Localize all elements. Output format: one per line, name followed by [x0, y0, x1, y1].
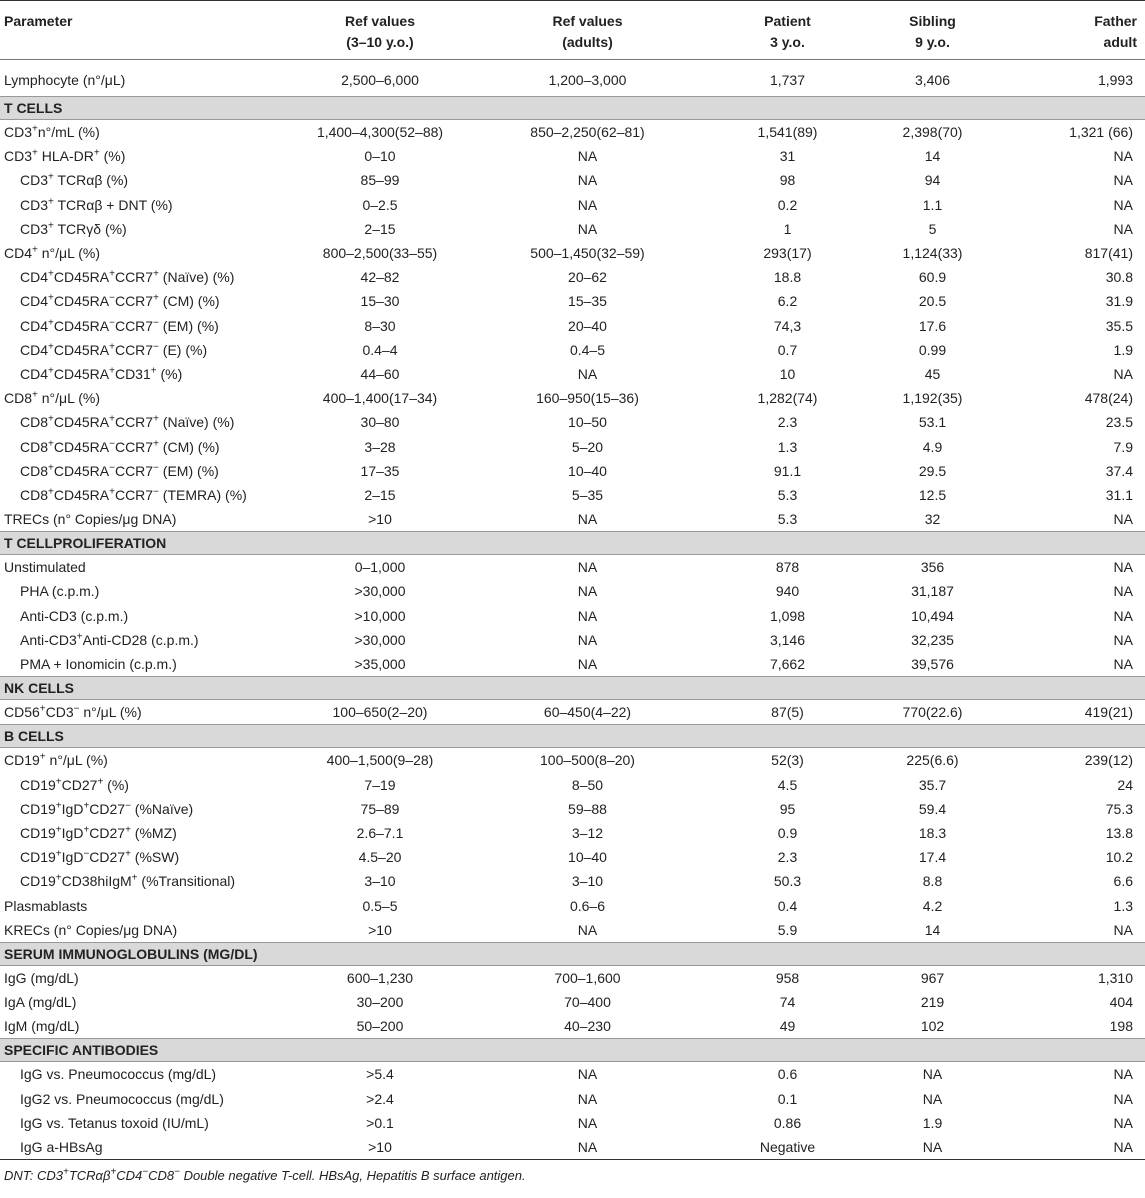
value-cell: 400–1,400(17–34)	[322, 390, 438, 407]
table-row	[0, 1014, 1145, 1039]
value-cell: NA	[577, 559, 598, 576]
value-cell: 31.1	[1105, 486, 1133, 503]
section-title: B CELLS	[0, 725, 1145, 748]
value-cell: 419(21)	[1084, 704, 1133, 721]
value-cell: 18.3	[918, 824, 947, 841]
value-cell: NA	[577, 1114, 598, 1131]
value-cell: 102	[920, 1018, 945, 1035]
value-cell: 32	[924, 511, 941, 528]
parameter-cell: Unstimulated	[4, 559, 86, 576]
parameter-cell: CD3+ TCRαβ (%)	[20, 171, 129, 189]
value-cell: NA	[577, 921, 598, 938]
value-cell: 70–400	[564, 994, 611, 1011]
parameter-cell: CD3+ TCRαβ + DNT (%)	[20, 196, 173, 213]
parameter-cell: CD19+IgD−CD27+ (%SW)	[20, 848, 180, 866]
table-row	[0, 1062, 1145, 1087]
value-cell: 1,541(89)	[757, 124, 818, 141]
value-cell: NA	[577, 1066, 598, 1083]
table-row	[0, 797, 1145, 821]
value-cell: 850–2,250(62–81)	[530, 124, 645, 141]
value-cell: 700–1,600	[554, 969, 621, 986]
value-cell: 5.3	[777, 511, 798, 528]
value-cell: 31	[779, 148, 796, 165]
value-cell: 94	[924, 172, 941, 189]
value-cell: 2,500–6,000	[341, 72, 419, 88]
value-cell: NA	[1113, 1090, 1133, 1107]
table-row	[0, 773, 1145, 797]
parameter-cell: TRECs (n° Copies/μg DNA)	[4, 511, 177, 528]
value-cell: NA	[1113, 607, 1133, 624]
value-cell: 2.3	[777, 849, 798, 866]
value-cell: 0–10	[364, 148, 396, 165]
value-cell: 98	[779, 172, 796, 189]
value-cell: 0.86	[773, 1114, 802, 1131]
value-cell: 0–2.5	[362, 196, 398, 213]
value-cell: >30,000	[354, 583, 406, 600]
value-cell: 12.5	[918, 486, 947, 503]
value-cell: 1,993	[1097, 72, 1133, 88]
table-row	[0, 700, 1145, 725]
value-cell: >10,000	[354, 607, 406, 624]
value-cell: 1,737	[769, 72, 806, 88]
table-row	[0, 893, 1145, 917]
parameter-cell: Plasmablasts	[4, 897, 88, 914]
value-cell: 18.8	[773, 269, 802, 286]
value-cell: 10–40	[568, 849, 607, 866]
value-cell: 60.9	[918, 269, 947, 286]
table-row	[0, 241, 1145, 265]
parameter-cell: IgM (mg/dL)	[4, 1018, 80, 1035]
value-cell: 1.9	[922, 1114, 943, 1131]
table-row	[0, 507, 1145, 532]
value-cell: NA	[577, 1090, 598, 1107]
value-cell: 14	[924, 921, 941, 938]
parameter-cell: Anti-CD3 (c.p.m.)	[20, 607, 129, 624]
value-cell: 95	[779, 800, 796, 817]
value-cell: NA	[577, 148, 598, 165]
value-cell: 17.6	[918, 317, 947, 334]
table-row	[0, 60, 1145, 97]
value-cell: NA	[577, 656, 598, 673]
value-cell: NA	[1113, 511, 1133, 528]
value-cell: 160–950(15–36)	[536, 390, 639, 407]
table-row	[0, 434, 1145, 458]
value-cell: 75.3	[1105, 800, 1133, 817]
parameter-cell: CD4+ n°/μL (%)	[4, 244, 101, 262]
value-cell: 7,662	[769, 656, 806, 673]
value-cell: NA	[922, 1066, 943, 1083]
section-title: T CELLPROLIFERATION	[0, 532, 1145, 555]
header-row	[0, 1, 1145, 60]
value-cell: 87(5)	[771, 704, 804, 721]
parameter-cell: CD3+ TCRγδ (%)	[20, 220, 127, 237]
value-cell: >35,000	[354, 656, 406, 673]
value-cell: 8–30	[364, 317, 396, 334]
value-cell: 7–19	[364, 776, 396, 793]
value-cell: 0.4	[777, 897, 798, 914]
value-cell: 75–89	[360, 800, 400, 817]
value-cell: Negative	[705, 1135, 870, 1160]
value-cell: 1,192(35)	[902, 390, 963, 407]
section-title: SERUM IMMUNOGLOBULINS (MG/DL)	[0, 942, 1145, 965]
table-row	[0, 918, 1145, 943]
parameter-cell: CD8+CD45RA−CCR7+ (CM) (%)	[20, 437, 220, 455]
table-row	[0, 579, 1145, 603]
value-cell: 478(24)	[1084, 390, 1133, 407]
value-cell: 7.9	[1113, 438, 1133, 455]
value-cell: >10	[368, 511, 392, 528]
value-cell: NA	[577, 607, 598, 624]
table-row	[0, 990, 1145, 1014]
section-row	[0, 725, 1145, 748]
parameter-cell: CD8+CD45RA−CCR7− (EM) (%)	[20, 462, 219, 479]
value-cell: NA	[577, 172, 598, 189]
value-cell: 39,576	[911, 656, 954, 673]
value-cell: 15–35	[568, 293, 607, 310]
value-cell: NA	[577, 196, 598, 213]
parameter-cell: IgA (mg/dL)	[4, 994, 77, 1011]
parameter-cell: CD19+IgD+CD27− (%Naïve)	[20, 800, 194, 817]
value-cell: NA	[1113, 559, 1133, 576]
table-row	[0, 410, 1145, 434]
value-cell: 5–35	[571, 486, 604, 503]
value-cell: 50.3	[773, 873, 802, 890]
table-row	[0, 362, 1145, 386]
value-cell: 1.3	[777, 438, 798, 455]
parameter-cell: CD19+CD27+ (%)	[20, 775, 129, 793]
value-cell: 878	[775, 559, 800, 576]
section-title: NK CELLS	[0, 677, 1145, 700]
value-cell: 3,406	[914, 72, 951, 88]
value-cell: 17.4	[918, 849, 947, 866]
value-cell: 35.7	[918, 776, 947, 793]
value-cell: 20–62	[568, 269, 607, 286]
value-cell: NA	[1113, 148, 1133, 165]
value-cell: 31,187	[911, 583, 954, 600]
section-title: SPECIFIC ANTIBODIES	[0, 1039, 1145, 1062]
value-cell: 1.3	[1113, 897, 1133, 914]
value-cell: 8–50	[571, 776, 604, 793]
value-cell: 30–80	[360, 414, 400, 431]
value-cell: 404	[1109, 994, 1133, 1011]
value-cell: 1,400–4,300(52–88)	[316, 124, 444, 141]
value-cell: NA	[1113, 583, 1133, 600]
value-cell: NA	[470, 1135, 705, 1160]
value-cell: 23.5	[1105, 414, 1133, 431]
value-cell: 0.6–6	[569, 897, 606, 914]
value-cell: 20–40	[568, 317, 607, 334]
value-cell: 6.2	[777, 293, 798, 310]
value-cell: 24	[1117, 776, 1133, 793]
table-row	[0, 193, 1145, 217]
column-header-0: Parameter	[0, 1, 290, 60]
value-cell: 8.8	[922, 873, 943, 890]
parameter-cell: CD3+n°/mL (%)	[4, 123, 100, 141]
value-cell: 0–1,000	[354, 559, 406, 576]
value-cell: NA	[1113, 1066, 1133, 1083]
value-cell: 940	[775, 583, 800, 600]
value-cell: 15–30	[360, 293, 400, 310]
value-cell: 60–450(4–22)	[543, 704, 632, 721]
footnote: DNT: CD3+TCRαβ+CD4−CD8− Double negative T-cell. HBsAg, Hepatitis B surface antigen.	[4, 1166, 526, 1184]
value-cell: 100–650(2–20)	[332, 704, 428, 721]
section-row	[0, 97, 1145, 120]
value-cell: 10–50	[568, 414, 607, 431]
value-cell: 1,310	[1097, 969, 1133, 986]
value-cell: 239(12)	[1084, 752, 1133, 769]
value-cell: 219	[920, 994, 945, 1011]
value-cell: NA	[1113, 656, 1133, 673]
value-cell: 3–28	[364, 438, 396, 455]
value-cell: 40–230	[564, 1018, 611, 1035]
value-cell: 0.4–4	[362, 341, 398, 358]
value-cell: 4.5–20	[358, 849, 402, 866]
parameter-cell: CD4+CD45RA+CCR7− (E) (%)	[20, 341, 208, 358]
value-cell: >10	[290, 1135, 470, 1160]
value-cell: 50–200	[356, 1018, 404, 1035]
table-row	[0, 628, 1145, 652]
value-cell: 800–2,500(33–55)	[322, 245, 438, 262]
parameter-cell: CD56+CD3− n°/μL (%)	[4, 703, 142, 721]
parameter-cell: CD8+CD45RA+CCR7+ (Naïve) (%)	[20, 413, 235, 431]
value-cell: 32,235	[911, 631, 954, 648]
value-cell: 0.99	[918, 341, 947, 358]
value-cell: 17–35	[360, 462, 400, 479]
value-cell: 31.9	[1105, 293, 1133, 310]
value-cell: 2–15	[364, 486, 396, 503]
value-cell: 29.5	[918, 462, 947, 479]
table-row	[0, 869, 1145, 893]
table-row	[0, 1135, 1145, 1160]
table-row	[0, 168, 1145, 192]
value-cell: NA	[577, 583, 598, 600]
value-cell: 20.5	[918, 293, 947, 310]
value-cell: 600–1,230	[346, 969, 414, 986]
value-cell: NA	[1113, 921, 1133, 938]
parameter-cell: CD4+CD45RA+CD31+ (%)	[20, 365, 183, 382]
value-cell: 59.4	[918, 800, 947, 817]
value-cell: 100–500(8–20)	[540, 752, 635, 769]
value-cell: >2.4	[366, 1090, 394, 1107]
table-row	[0, 845, 1145, 869]
value-cell: 4.5	[777, 776, 798, 793]
value-cell: 500–1,450(32–59)	[530, 245, 645, 262]
value-cell: 5.9	[777, 921, 798, 938]
value-cell: 1,321 (66)	[1069, 124, 1133, 141]
table-row	[0, 555, 1145, 580]
value-cell: 5–20	[571, 438, 604, 455]
value-cell: 53.1	[918, 414, 947, 431]
value-cell: 3–10	[364, 873, 396, 890]
parameter-cell: CD3+ HLA-DR+ (%)	[4, 147, 126, 165]
value-cell: NA	[577, 631, 598, 648]
value-cell: 85–99	[360, 172, 400, 189]
value-cell: >10	[368, 921, 392, 938]
value-cell: 3–12	[571, 824, 604, 841]
value-cell: 225(6.6)	[906, 752, 959, 769]
value-cell: 1,200–3,000	[548, 72, 627, 88]
value-cell: 0.2	[777, 196, 798, 213]
value-cell: 37.4	[1105, 462, 1133, 479]
value-cell: 2–15	[364, 220, 396, 237]
value-cell: >0.1	[366, 1114, 394, 1131]
value-cell: 1,098	[769, 607, 806, 624]
value-cell: 0.5–5	[362, 897, 398, 914]
value-cell: 0.1	[777, 1090, 798, 1107]
value-cell: 30.8	[1105, 269, 1133, 286]
table-row	[0, 604, 1145, 628]
table-row	[0, 120, 1145, 145]
parameter-cell: Lymphocyte (n°/μL)	[4, 72, 126, 88]
value-cell: NA	[870, 1135, 995, 1160]
section-row	[0, 1039, 1145, 1062]
parameter-cell: CD19+ n°/μL (%)	[4, 751, 108, 769]
value-cell: 10–40	[568, 462, 607, 479]
column-header-4: Sibling 9 y.o.	[870, 1, 995, 60]
parameter-cell: CD4+CD45RA+CCR7+ (Naïve) (%)	[20, 268, 235, 286]
value-cell: 0.4–5	[569, 341, 606, 358]
table-row	[0, 265, 1145, 289]
table-row	[0, 314, 1145, 338]
value-cell: 14	[924, 148, 941, 165]
value-cell: NA	[1113, 631, 1133, 648]
parameter-cell: IgG2 vs. Pneumococcus (mg/dL)	[20, 1090, 224, 1107]
value-cell: 817(41)	[1084, 245, 1133, 262]
value-cell: 0.9	[777, 824, 798, 841]
table-row	[0, 338, 1145, 362]
parameter-cell: PHA (c.p.m.)	[20, 583, 100, 600]
table-row	[0, 483, 1145, 507]
table-header	[0, 1, 1145, 60]
value-cell: 1,124(33)	[902, 245, 963, 262]
column-header-3: Patient 3 y.o.	[705, 1, 870, 60]
value-cell: 2.3	[777, 414, 798, 431]
table-row	[0, 748, 1145, 773]
value-cell: 0.6	[777, 1066, 798, 1083]
parameter-cell: CD4+CD45RA−CCR7+ (CM) (%)	[20, 292, 220, 310]
value-cell: 356	[920, 559, 945, 576]
value-cell: 1	[783, 220, 792, 237]
value-cell: 42–82	[360, 269, 400, 286]
table-row	[0, 821, 1145, 845]
value-cell: 74,3	[773, 317, 802, 334]
value-cell: NA	[1113, 196, 1133, 213]
value-cell: 10.2	[1105, 849, 1133, 866]
value-cell: 59–88	[568, 800, 607, 817]
value-cell: 49	[779, 1018, 796, 1035]
section-title: T CELLS	[0, 97, 1145, 120]
parameter-cell: CD19+CD38hiIgM+ (%Transitional)	[20, 872, 236, 890]
value-cell: 45	[924, 365, 941, 382]
value-cell: NA	[995, 1135, 1145, 1160]
table-row	[0, 652, 1145, 677]
value-cell: 5	[928, 220, 937, 237]
value-cell: 10,494	[911, 607, 954, 624]
value-cell: 770(22.6)	[902, 704, 963, 721]
parameter-cell: Anti-CD3+Anti-CD28 (c.p.m.)	[20, 631, 199, 648]
table-row	[0, 1111, 1145, 1135]
value-cell: 1.9	[1113, 341, 1133, 358]
column-header-1: Ref values (3–10 y.o.)	[290, 1, 470, 60]
value-cell: 1,282(74)	[757, 390, 818, 407]
value-cell: 10	[779, 365, 796, 382]
table-row	[0, 217, 1145, 241]
table-row	[0, 965, 1145, 990]
value-cell: NA	[1113, 365, 1133, 382]
value-cell: 52(3)	[771, 752, 804, 769]
value-cell: 4.9	[922, 438, 943, 455]
table-body	[0, 60, 1145, 1160]
parameter-cell: IgG (mg/dL)	[4, 969, 79, 986]
value-cell: 293(17)	[763, 245, 812, 262]
value-cell: NA	[577, 365, 598, 382]
value-cell: 400–1,500(9–28)	[326, 752, 434, 769]
value-cell: NA	[577, 511, 598, 528]
table-row	[0, 459, 1145, 483]
parameter-cell: IgG vs. Pneumococcus (mg/dL)	[20, 1066, 217, 1083]
value-cell: 2,398(70)	[902, 124, 963, 141]
value-cell: NA	[1113, 1114, 1133, 1131]
value-cell: 35.5	[1105, 317, 1133, 334]
value-cell: 3,146	[769, 631, 806, 648]
value-cell: 2.6–7.1	[356, 824, 404, 841]
value-cell: 30–200	[356, 994, 404, 1011]
value-cell: >5.4	[366, 1066, 394, 1083]
parameter-cell: CD8+CD45RA+CCR7− (TEMRA) (%)	[20, 486, 247, 503]
section-row	[0, 532, 1145, 555]
parameter-cell: IgG vs. Tetanus toxoid (IU/mL)	[20, 1114, 209, 1131]
parameter-cell: PMA + Ionomicin (c.p.m.)	[20, 656, 177, 673]
column-header-5: Father adult	[995, 1, 1145, 60]
value-cell: NA	[1113, 172, 1133, 189]
parameter-cell: KRECs (n° Copies/μg DNA)	[4, 921, 178, 938]
parameter-cell: IgG a-HBsAg	[0, 1135, 290, 1160]
value-cell: 5.3	[777, 486, 798, 503]
table-row	[0, 289, 1145, 313]
value-cell: 74	[779, 994, 796, 1011]
parameter-cell: CD19+IgD+CD27+ (%MZ)	[20, 824, 177, 841]
value-cell: 6.6	[1113, 873, 1133, 890]
section-row	[0, 677, 1145, 700]
parameter-cell: CD4+CD45RA−CCR7− (EM) (%)	[20, 316, 219, 334]
value-cell: 1.1	[922, 196, 943, 213]
value-cell: NA	[1113, 220, 1133, 237]
value-cell: 13.8	[1105, 824, 1133, 841]
parameter-cell: CD8+ n°/μL (%)	[4, 389, 101, 407]
value-cell: 0.7	[777, 341, 798, 358]
value-cell: NA	[922, 1090, 943, 1107]
value-cell: 4.2	[922, 897, 943, 914]
table-row	[0, 386, 1145, 410]
value-cell: >30,000	[354, 631, 406, 648]
value-cell: 198	[1109, 1018, 1133, 1035]
value-cell: 44–60	[360, 365, 400, 382]
section-row	[0, 942, 1145, 965]
value-cell: 967	[920, 969, 945, 986]
value-cell: 958	[775, 969, 800, 986]
column-header-2: Ref values (adults)	[470, 1, 705, 60]
value-cell: 91.1	[773, 462, 802, 479]
table-row	[0, 144, 1145, 168]
value-cell: NA	[577, 220, 598, 237]
value-cell: 3–10	[571, 873, 604, 890]
table-row	[0, 1087, 1145, 1111]
